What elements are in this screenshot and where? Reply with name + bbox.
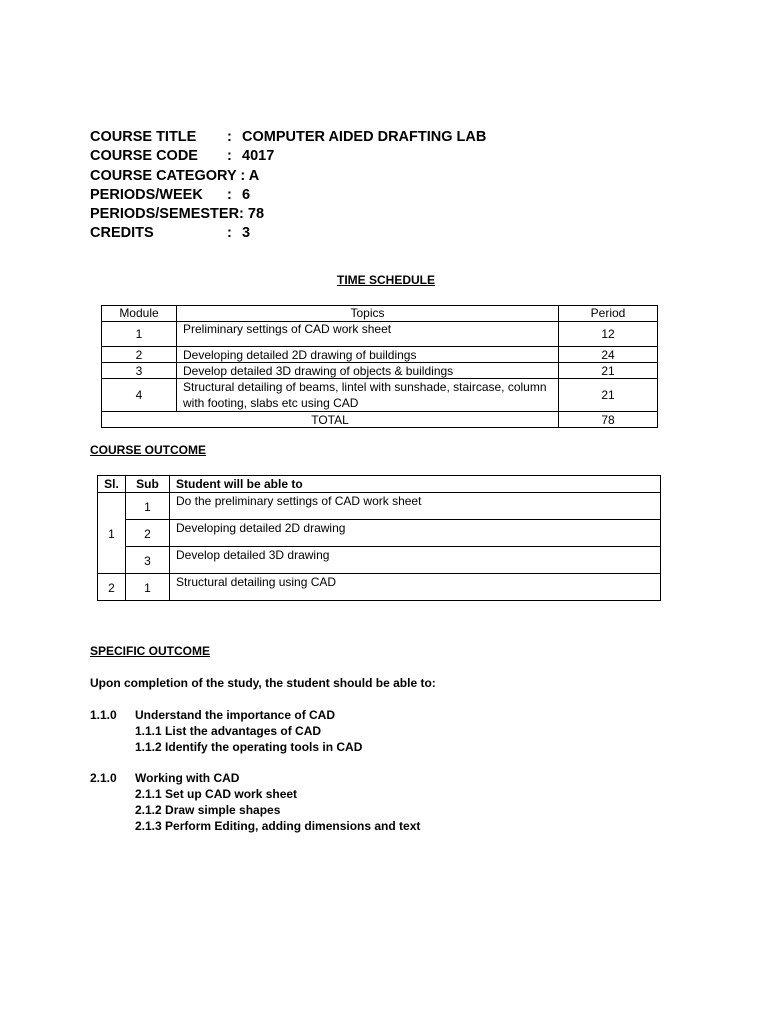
course-category-value: A xyxy=(248,167,260,184)
outcome-item: 2.1.2 Draw simple shapes xyxy=(135,803,281,817)
time-schedule-heading: TIME SCHEDULE xyxy=(337,273,436,287)
column-header-module: Module xyxy=(102,306,177,322)
course-outcome-heading: COURSE OUTCOME xyxy=(90,443,207,457)
specific-outcome-intro: Upon completion of the study, the student should be able to: xyxy=(90,676,436,690)
table-row xyxy=(102,322,658,347)
time-schedule-table xyxy=(101,305,658,428)
outcome-group-title: Understand the importance of CAD xyxy=(135,708,336,722)
course-info xyxy=(90,128,486,244)
outcome-group-number: 1.1.0 xyxy=(90,708,117,722)
sl-cell: 1 xyxy=(98,493,126,574)
outcome-group-title: Working with CAD xyxy=(135,771,240,785)
column-header-topics: Topics xyxy=(177,306,559,322)
table-header-row xyxy=(102,306,658,322)
sub-cell: 1 xyxy=(126,493,170,520)
course-code-value: 4017 xyxy=(242,148,275,165)
info-label: COURSE CODE xyxy=(90,148,198,165)
outcome-text-cell: Developing detailed 2D drawing xyxy=(170,520,661,547)
topic-cell: Developing detailed 2D drawing of buildings xyxy=(177,347,559,363)
topic-cell: Structural detailing of beams, lintel with sunshade, staircase, column with footing, slabs etc using CAD xyxy=(177,379,559,412)
table-header-row xyxy=(98,476,661,493)
periods-week-row xyxy=(90,186,486,205)
info-sep: : xyxy=(227,186,232,203)
course-category-row xyxy=(90,167,486,186)
info-label: CREDITS xyxy=(90,225,154,242)
period-cell: 12 xyxy=(559,322,658,347)
outcome-text-cell: Do the preliminary settings of CAD work sheet xyxy=(170,493,661,520)
periods-semester-row xyxy=(90,205,486,224)
outcome-item: 2.1.3 Perform Editing, adding dimensions and text xyxy=(135,819,421,833)
column-header-sub: Sub xyxy=(126,476,170,493)
sub-cell: 3 xyxy=(126,547,170,574)
info-sep: : xyxy=(227,148,232,165)
topic-cell: Preliminary settings of CAD work sheet xyxy=(177,322,559,347)
outcome-text-cell: Structural detailing using CAD xyxy=(170,574,661,601)
info-label: COURSE TITLE xyxy=(90,129,197,145)
course-title-row xyxy=(90,128,486,147)
outcome-item: 2.1.1 Set up CAD work sheet xyxy=(135,787,298,801)
total-row xyxy=(102,412,658,428)
outcome-item: 1.1.2 Identify the operating tools in CAD xyxy=(135,740,363,754)
module-cell: 4 xyxy=(102,379,177,412)
column-header-sl: Sl. xyxy=(98,476,126,493)
outcome-group-number: 2.1.0 xyxy=(90,771,117,785)
sl-cell: 2 xyxy=(98,574,126,601)
info-sep: : xyxy=(227,129,232,145)
credits-value: 3 xyxy=(242,225,251,242)
table-row xyxy=(98,520,661,547)
info-label: PERIODS/SEMESTER: xyxy=(90,206,244,223)
course-code-row xyxy=(90,147,486,166)
credits-row xyxy=(90,224,486,243)
total-label: TOTAL xyxy=(102,412,559,428)
total-value: 78 xyxy=(559,412,658,428)
outcome-group-title-row xyxy=(90,770,420,786)
column-header-period: Period xyxy=(559,306,658,322)
topic-cell: Develop detailed 3D drawing of objects & buildings xyxy=(177,363,559,379)
table-row xyxy=(98,493,661,520)
sub-cell: 1 xyxy=(126,574,170,601)
specific-outcome-heading: SPECIFIC OUTCOME xyxy=(90,644,211,658)
info-sep: : xyxy=(227,225,232,242)
outcome-group xyxy=(90,707,362,755)
course-title-value: COMPUTER AIDED DRAFTING LAB xyxy=(242,129,487,145)
module-cell: 3 xyxy=(102,363,177,379)
table-row xyxy=(102,379,658,412)
table-row xyxy=(98,547,661,574)
periods-semester-value: 78 xyxy=(247,206,265,223)
table-row xyxy=(102,347,658,363)
module-cell: 2 xyxy=(102,347,177,363)
info-label: PERIODS/WEEK xyxy=(90,186,203,203)
outcome-group xyxy=(90,770,420,834)
period-cell: 21 xyxy=(559,363,658,379)
period-cell: 21 xyxy=(559,379,658,412)
outcome-group-title-row xyxy=(90,707,362,723)
periods-week-value: 6 xyxy=(242,186,251,203)
column-header-student: Student will be able to xyxy=(170,476,661,493)
outcome-item: 1.1.1 List the advantages of CAD xyxy=(135,724,322,738)
table-row xyxy=(98,574,661,601)
table-row xyxy=(102,363,658,379)
sub-cell: 2 xyxy=(126,520,170,547)
period-cell: 24 xyxy=(559,347,658,363)
info-label: COURSE CATEGORY : xyxy=(90,167,246,184)
course-outcome-table xyxy=(97,475,661,601)
outcome-text-cell: Develop detailed 3D drawing xyxy=(170,547,661,574)
module-cell: 1 xyxy=(102,322,177,347)
